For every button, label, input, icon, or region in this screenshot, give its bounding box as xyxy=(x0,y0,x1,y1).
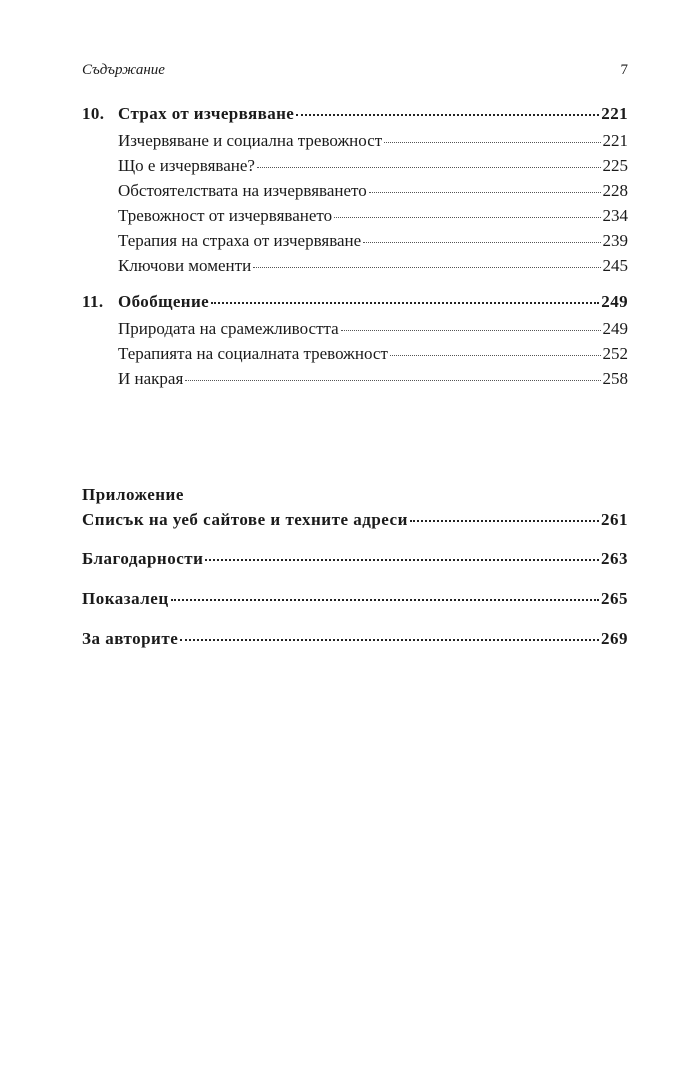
dot-leader xyxy=(253,267,600,268)
toc-entry[interactable] xyxy=(118,369,628,389)
dot-leader xyxy=(211,302,599,304)
dot-leader xyxy=(369,192,601,193)
entry-title: Изчервяване и социална тревожност xyxy=(118,131,383,150)
dot-leader xyxy=(185,380,600,381)
entry-title: И накрая xyxy=(118,369,184,388)
toc-entry[interactable] xyxy=(118,231,628,251)
running-head-page-number: 7 xyxy=(620,62,628,78)
entry-page: 228 xyxy=(602,181,628,200)
toc-entry[interactable] xyxy=(118,156,628,176)
entry-title: Тревожност от изчервяването xyxy=(118,206,333,225)
entry-title: Списък на уеб сайтове и техните адреси xyxy=(82,510,408,529)
chapter-title: Обобщение xyxy=(118,292,210,311)
dot-leader xyxy=(384,142,600,143)
entry-title: Показалец xyxy=(82,589,169,608)
dot-leader xyxy=(171,599,599,601)
entry-page: 258 xyxy=(602,369,628,388)
entry-page: 221 xyxy=(602,131,628,150)
entry-page: 263 xyxy=(601,549,628,568)
entry-title: Обстоятелствата на изчервяването xyxy=(118,181,367,200)
toc-chapter-10[interactable] xyxy=(82,104,628,124)
toc-about-authors[interactable] xyxy=(82,629,628,649)
entry-title: Природата на срамежливостта xyxy=(118,319,339,338)
entry-page: 269 xyxy=(601,629,628,648)
dot-leader xyxy=(205,559,599,561)
toc-entry[interactable] xyxy=(118,344,628,364)
running-head-title: Съдържание xyxy=(82,62,165,78)
entry-title: Ключови моменти xyxy=(118,256,252,275)
entry-page: 245 xyxy=(602,256,628,275)
dot-leader xyxy=(296,114,599,116)
chapter-number: 10. xyxy=(82,104,105,123)
toc-acknowledgements[interactable] xyxy=(82,549,628,569)
appendix-label: Приложение xyxy=(82,485,184,504)
dot-leader xyxy=(363,242,600,243)
chapter-page: 249 xyxy=(601,292,628,311)
dot-leader xyxy=(390,355,601,356)
entry-page: 265 xyxy=(601,589,628,608)
toc-entry[interactable] xyxy=(118,181,628,201)
entry-page: 249 xyxy=(602,319,628,338)
entry-page: 252 xyxy=(602,344,628,363)
toc-entry[interactable] xyxy=(118,319,628,339)
entry-page: 239 xyxy=(602,231,628,250)
dot-leader xyxy=(257,167,601,168)
toc-index[interactable] xyxy=(82,589,628,609)
entry-title: Терапията на социалната тревожност xyxy=(118,344,388,363)
entry-page: 225 xyxy=(602,156,628,175)
dot-leader xyxy=(334,217,600,218)
dot-leader xyxy=(410,520,599,522)
toc-chapter-11[interactable] xyxy=(82,292,628,312)
entry-title: За авторите xyxy=(82,629,179,648)
entry-title: Що е изчервяване? xyxy=(118,156,255,175)
running-head xyxy=(82,62,628,84)
dot-leader xyxy=(180,639,599,641)
toc-entry[interactable] xyxy=(118,206,628,226)
chapter-title: Страх от изчервяване xyxy=(118,104,295,123)
entry-page: 234 xyxy=(602,206,628,225)
toc-entry[interactable] xyxy=(118,131,628,151)
toc-entry[interactable] xyxy=(118,256,628,276)
toc-appendix-entry[interactable] xyxy=(82,510,628,530)
dot-leader xyxy=(341,330,601,331)
entry-title: Терапия на страха от изчервяване xyxy=(118,231,362,250)
chapter-number: 11. xyxy=(82,292,104,311)
entry-page: 261 xyxy=(601,510,628,529)
chapter-page: 221 xyxy=(601,104,628,123)
entry-title: Благодарности xyxy=(82,549,204,568)
